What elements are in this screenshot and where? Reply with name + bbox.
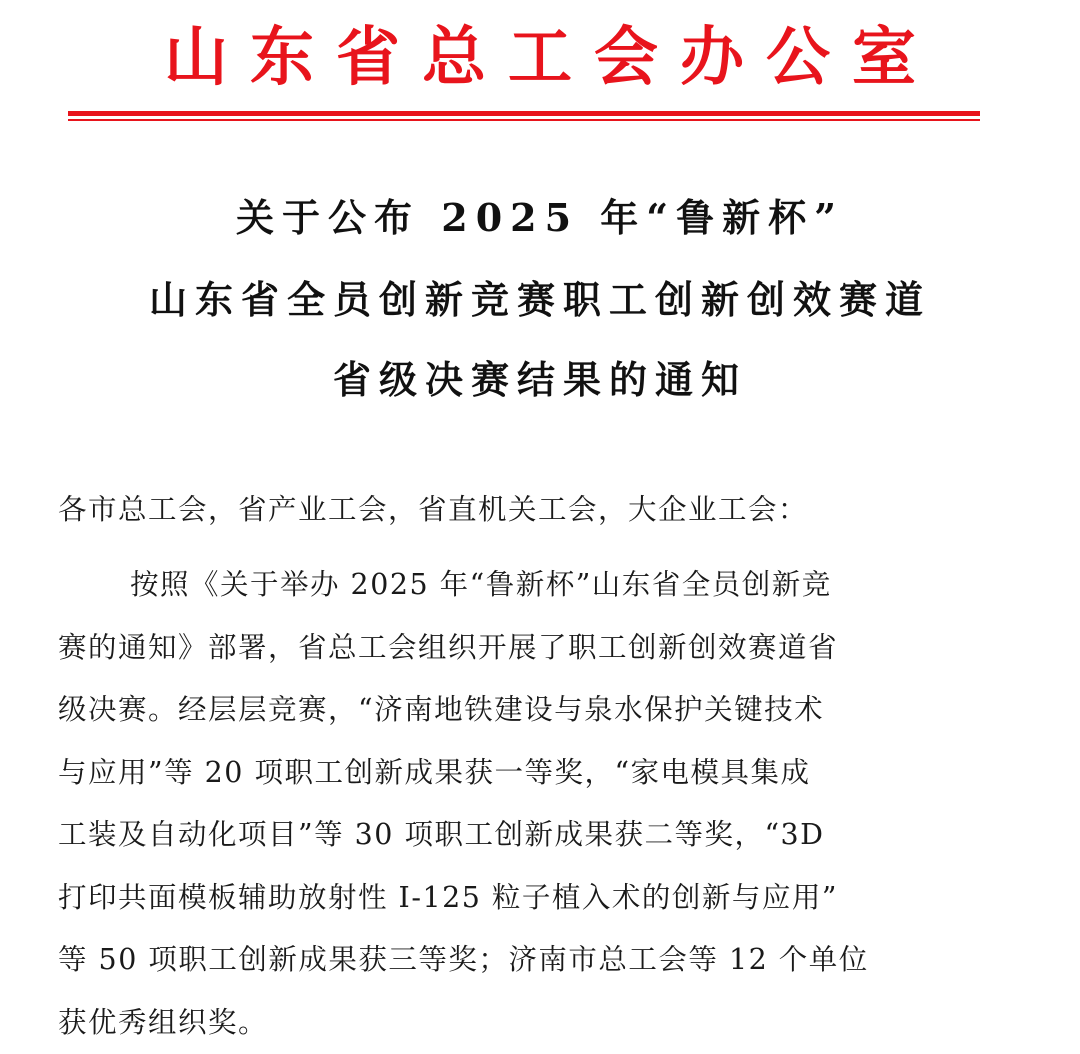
paragraph-line: 级决赛。经层层竞赛，“济南地铁建设与泉水保护关键技术	[58, 679, 988, 742]
paragraph-line: 等 50 项职工创新成果获三等奖；济南市总工会等 12 个单位	[58, 929, 988, 992]
document-title-line-1: 关于公布 2025 年“鲁新杯”	[0, 194, 1080, 242]
masthead-red-rule-thick	[68, 111, 980, 116]
paragraph-line: 获优秀组织奖。	[58, 992, 988, 1054]
paragraph-line: 按照《关于举办 2025 年“鲁新杯”山东省全员创新竞	[58, 554, 988, 617]
masthead-org-name: 山东省总工会办公室	[0, 20, 1080, 96]
document-title-line-2: 山东省全员创新竞赛职工创新创效赛道	[0, 276, 1080, 324]
paragraph-line: 工装及自动化项目”等 30 项职工创新成果获二等奖，“3D	[58, 804, 988, 867]
salutation: 各市总工会，省产业工会，省直机关工会，大企业工会：	[58, 490, 988, 530]
document-title-line-3: 省级决赛结果的通知	[0, 356, 1080, 404]
masthead-red-rule-thin	[68, 119, 980, 121]
paragraph-line: 赛的通知》部署，省总工会组织开展了职工创新创效赛道省	[58, 617, 988, 680]
paragraph-line: 与应用”等 20 项职工创新成果获一等奖，“家电模具集成	[58, 742, 988, 805]
body-paragraph	[58, 554, 988, 1054]
paragraph-line: 打印共面模板辅助放射性 I-125 粒子植入术的创新与应用”	[58, 867, 988, 930]
